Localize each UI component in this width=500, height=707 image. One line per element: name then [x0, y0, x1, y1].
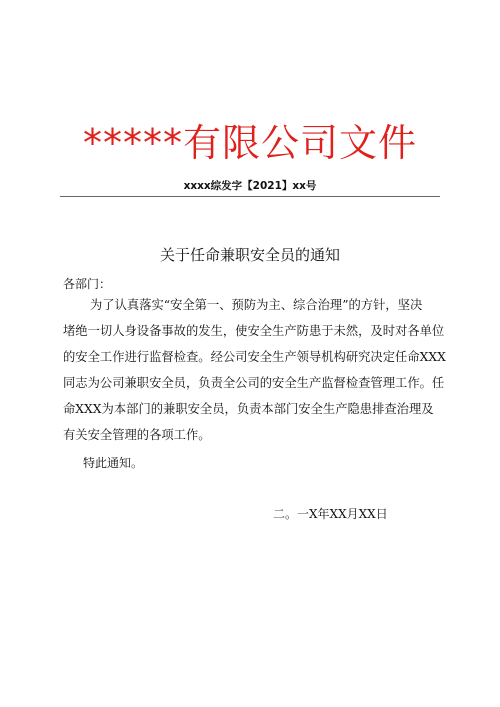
signoff: 特此通知。	[83, 456, 144, 470]
body-line: 有关安全管理的各项工作。	[63, 428, 211, 442]
company-header-title: *****有限公司文件	[82, 121, 417, 165]
salutation: 各部门：	[63, 277, 112, 291]
header-divider	[60, 196, 440, 197]
body-line: 同志为公司兼职安全员，负责全公司的安全生产监督检查管理工作。任	[63, 376, 445, 390]
notice-title: 关于任命兼职安全员的通知	[159, 246, 340, 264]
body-line: 为了认真落实“安全第一、预防为主、综合治理”的方针，坚决	[90, 298, 423, 312]
body-line: 命XXX为本部门的兼职安全员，负责本部门安全生产隐患排查治理及	[63, 402, 434, 416]
document-number: xxxx综发字【2021】xx号	[183, 180, 317, 192]
body-line: 的安全工作进行监督检查。经公司安全生产领导机构研究决定任命XXX	[63, 350, 446, 364]
issue-date: 二。一X年XX月XX日	[273, 507, 388, 521]
body-line: 堵绝一切人身设备事故的发生，使安全生产防患于未然，及时对各单位	[63, 324, 445, 338]
